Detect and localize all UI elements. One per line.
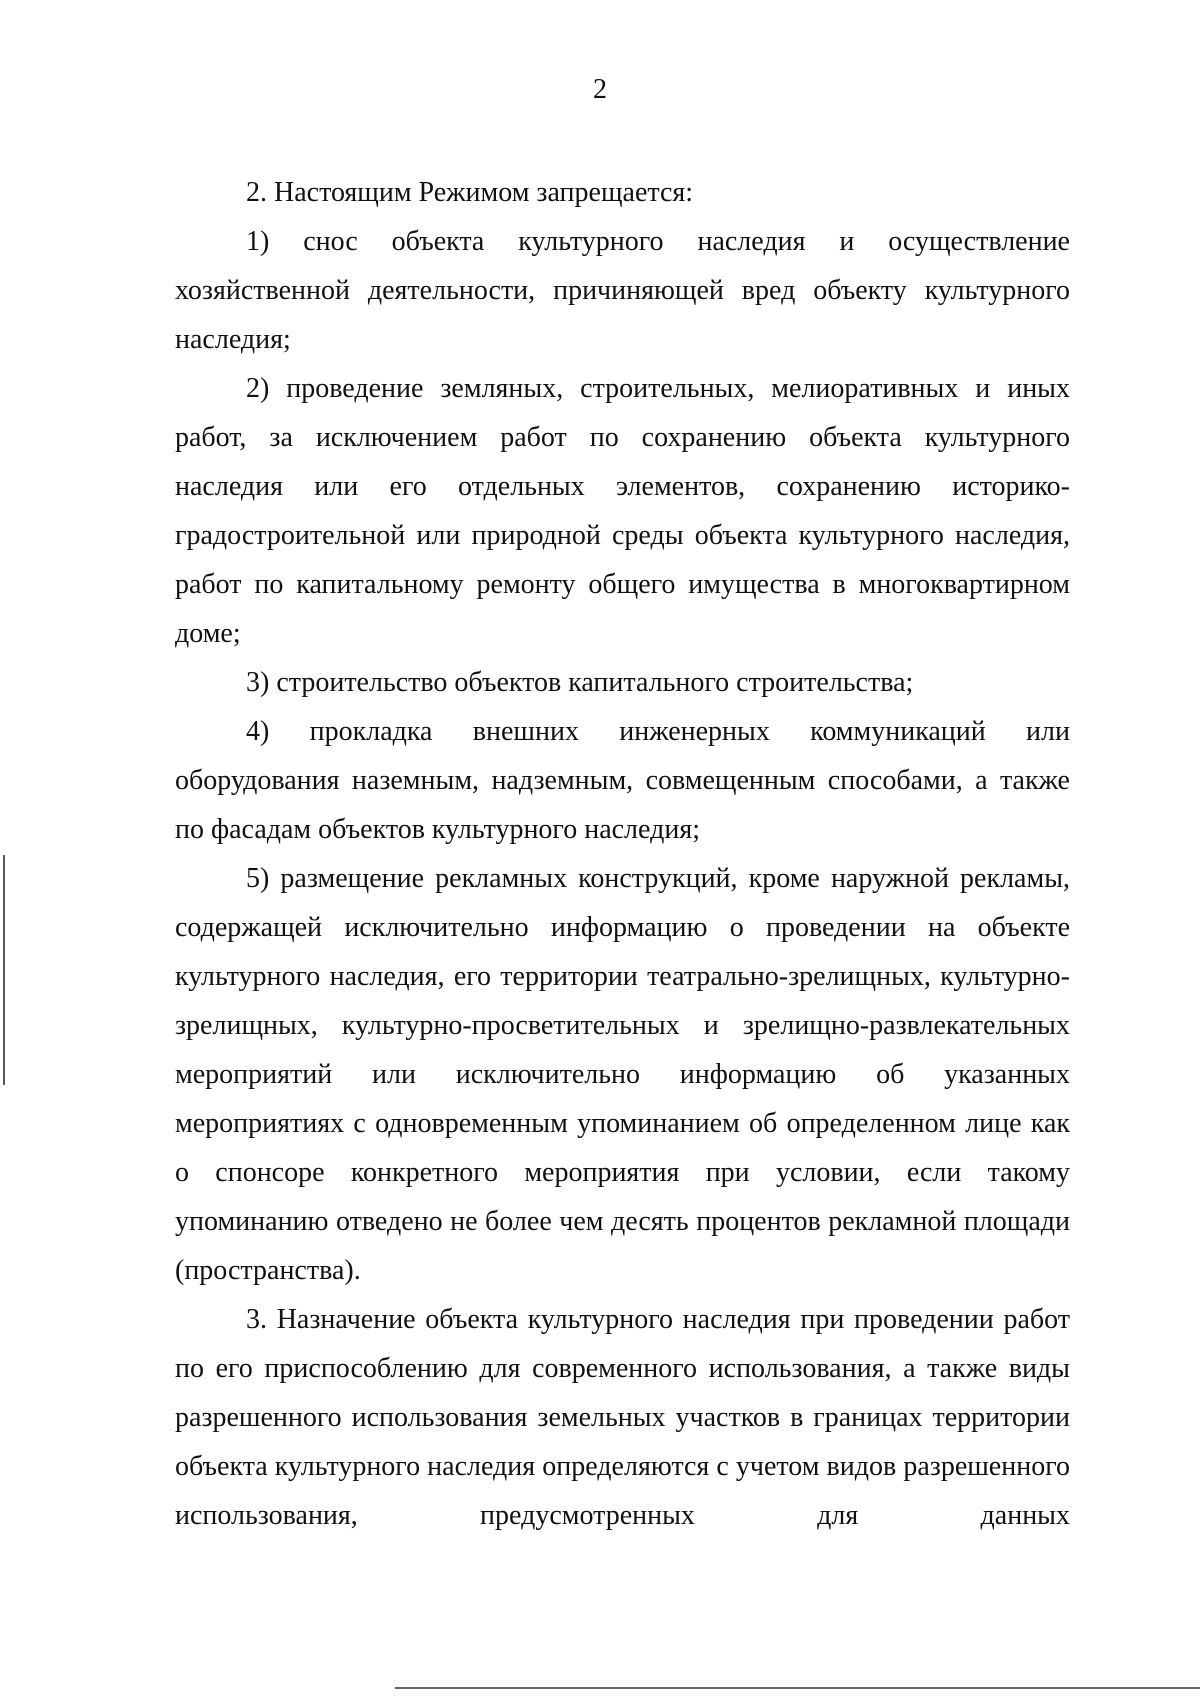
paragraph-subitem-3: 3) строительство объектов капитального строительства; — [246, 667, 914, 698]
document-body — [175, 168, 1070, 1540]
paragraph-item-2-heading: 2. Настоящим Режимом запрещается: — [246, 177, 694, 208]
paragraph-subitem-4: 4) прокладка внешних инженерных коммуникаций или оборудования наземным, надземным, совмещенным способами, а также по фасадам объектов культурного наследия; — [175, 716, 1070, 845]
paragraph-subitem-2: 2) проведение земляных, строительных, мелиоративных и иных работ, за исключением работ по сохранению объекта культурного наследия или его отдельных элементов, сохранению историко-градостроительной или природной среды объекта культурного наследия, работ по капитальному ремонту общего имущества в многоквартирном доме; — [175, 373, 1070, 649]
page-number: 2 — [593, 74, 607, 105]
paragraph-item-3: 3. Назначение объекта культурного наследия при проведении работ по его приспособлению для современного использования, а также виды разрешенного использования земельных участков в границах территории объекта культурного наследия определяются с учетом видов разрешенного использования, предусмотренных для данных — [175, 1304, 1070, 1531]
paragraph-subitem-1: 1) снос объекта культурного наследия и осуществление хозяйственной деятельности, причиняющей вред объекту культурного наследия; — [175, 226, 1070, 355]
bottom-rule-line — [395, 1687, 1200, 1689]
scan-edge-mark — [3, 855, 5, 1085]
paragraph-subitem-5: 5) размещение рекламных конструкций, кроме наружной рекламы, содержащей исключительно информацию о проведении на объекте культурного наследия, его территории театрально-зрелищных, культурно-зрелищных, культурно-просветительных и зрелищно-развлекательных мероприятий или исключительно информацию об указанных мероприятиях с одновременным упоминанием об определенном лице как о спонсоре конкретного мероприятия при условии, если такому упоминанию отведено не более чем десять процентов рекламной площади (пространства). — [175, 863, 1070, 1286]
